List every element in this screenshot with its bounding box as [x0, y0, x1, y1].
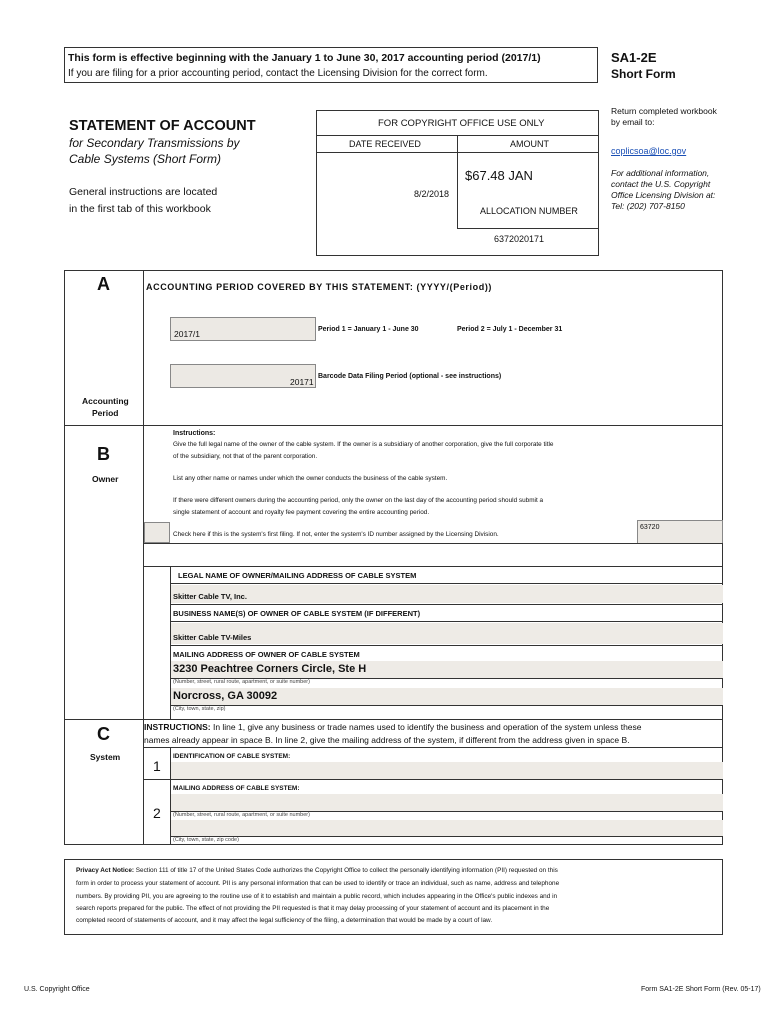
section-c-instructions-text: In line 1, give any business or trade names used to identify the business and operation of the system unless these	[210, 722, 642, 732]
owner-city-caption: (City, town, state, zip)	[173, 706, 226, 712]
privacy-line-1-text: Section 111 of title 17 of the United States Code authorizes the Copyright Office to collect the personally identifying information (PII) requested on this	[134, 867, 558, 874]
line-1-number: 1	[153, 758, 161, 774]
effective-line: This form is effective beginning with the January 1 to June 30, 2017 accounting period (2017/1)	[68, 52, 541, 64]
section-a-side-label-1: Accounting	[82, 396, 129, 406]
accounting-period-value: 2017/1	[174, 329, 200, 339]
form-type: Short Form	[611, 67, 676, 81]
general-instructions-2: in the first tab of this workbook	[69, 203, 211, 215]
section-c-letter: C	[97, 724, 110, 744]
barcode-period-value: 20171	[290, 377, 314, 387]
privacy-line-1	[76, 867, 558, 874]
section-b-instruction-1: Give the full legal name of the owner of the cable system. If the owner is a subsidiary of another corporation, give the full corporate title	[173, 441, 554, 448]
allocation-label: ALLOCATION NUMBER	[480, 206, 578, 216]
general-instructions-1: General instructions are located	[69, 186, 218, 198]
legal-name-label: LEGAL NAME OF OWNER/MAILING ADDRESS OF CABLE SYSTEM	[178, 571, 417, 580]
legal-name-value: Skitter Cable TV, Inc.	[173, 592, 247, 601]
period-2-note: Period 2 = July 1 - December 31	[457, 326, 563, 333]
section-b-letter: B	[97, 444, 110, 464]
business-names-value: Skitter Cable TV-Miles	[173, 633, 252, 642]
section-a-letter: A	[97, 274, 110, 294]
system-street-caption: (Number, street, rural route, apartment, or suite number)	[173, 812, 310, 818]
period-1-note: Period 1 = January 1 - June 30	[318, 326, 419, 333]
system-identification-field[interactable]	[171, 762, 723, 779]
legal-name-field[interactable]	[171, 585, 723, 603]
section-b-side-label: Owner	[92, 474, 119, 484]
system-mailing-label: MAILING ADDRESS OF CABLE SYSTEM:	[173, 785, 300, 792]
section-a-heading: ACCOUNTING PERIOD COVERED BY THIS STATEMENT: (YYYY/(Period))	[146, 282, 493, 292]
section-b-instruction-5: single statement of account and royalty fee payment covering the entire accounting period.	[173, 509, 430, 516]
page-subtitle-1: for Secondary Transmissions by	[69, 136, 240, 150]
system-id-value: 63720	[640, 524, 660, 531]
section-c-instructions-1	[144, 722, 642, 732]
owner-street-value: 3230 Peachtree Corners Circle, Ste H	[173, 663, 367, 675]
section-b-instruction-4: If there were different owners during the accounting period, only the owner on the last day of the accounting period should submit a	[173, 497, 544, 504]
footer-left: U.S. Copyright Office	[24, 986, 90, 993]
contact-info-4: Tel: (202) 707-8150	[611, 201, 685, 211]
system-street-field[interactable]	[171, 794, 723, 811]
owner-city-value: Norcross, GA 30092	[173, 690, 278, 702]
business-names-label: BUSINESS NAME(S) OF OWNER OF CABLE SYSTEM (IF DIFFERENT)	[173, 609, 421, 618]
privacy-line-2: form in order to process your statement of account. PII is any personal information that can be used to identify or trace an individual, such as name, address and telephone	[76, 880, 560, 887]
contact-info-3: Office Licensing Division at:	[611, 190, 716, 200]
form-code: SA1-2E	[611, 50, 657, 65]
barcode-period-label: Barcode Data Filing Period (optional - see instructions)	[318, 373, 502, 380]
first-filing-checkbox[interactable]	[144, 522, 170, 543]
owner-mailing-label: MAILING ADDRESS OF OWNER OF CABLE SYSTEM	[173, 650, 360, 659]
section-a-side-label-2: Period	[92, 408, 119, 418]
section-b-instructions-heading: Instructions:	[173, 430, 216, 437]
system-identification-label: IDENTIFICATION OF CABLE SYSTEM:	[173, 753, 291, 760]
prior-period-line: If you are filing for a prior accounting period, contact the Licensing Division for the correct form.	[68, 68, 488, 79]
section-b-instruction-2: of the subsidiary, not that of the parent corporation.	[173, 453, 318, 460]
contact-info-1: For additional information,	[611, 168, 710, 178]
privacy-line-5: completed record of statements of account, and it may affect the legal sufficiency of the filing, a determination that would be made by a court of law.	[76, 917, 493, 924]
section-c-instructions-bold: INSTRUCTIONS:	[144, 722, 211, 732]
contact-info-2: contact the U.S. Copyright	[611, 179, 711, 189]
privacy-line-4: search reports prepared for the public. The effect of not providing the PII requested is that it may delay processing of your statement of account and its placement in the	[76, 905, 550, 912]
allocation-value: 6372020171	[494, 234, 545, 244]
owner-street-caption: (Number, street, rural route, apartment, or suite number)	[173, 679, 310, 685]
form-main-box	[64, 270, 723, 845]
footer-right: Form SA1-2E Short Form (Rev. 05-17)	[641, 986, 761, 993]
return-info-1: Return completed workbook	[611, 106, 717, 116]
amount-value: $67.48 JAN	[465, 168, 533, 183]
system-city-field[interactable]	[171, 820, 723, 836]
return-info-2: by email to:	[611, 117, 655, 127]
office-use-heading: FOR COPYRIGHT OFFICE USE ONLY	[378, 118, 545, 129]
line-2-number: 2	[153, 805, 161, 821]
page-subtitle-2: Cable Systems (Short Form)	[69, 152, 222, 166]
first-filing-label: Check here if this is the system's first filing. If not, enter the system's ID number assigned by the Licensing Division.	[173, 531, 499, 538]
amount-label: AMOUNT	[510, 139, 549, 149]
privacy-line-3: numbers. By providing PII, you are agreeing to the routine use of it to establish and maintain a public record, which includes appearing in the Office's public indexes and in	[76, 893, 558, 900]
privacy-heading: Privacy Act Notice:	[76, 867, 135, 874]
date-received-value: 8/2/2018	[414, 189, 450, 199]
section-b-instruction-3: List any other name or names under which the owner conducts the business of the cable system.	[173, 475, 448, 482]
section-c-side-label: System	[90, 752, 121, 762]
date-received-label: DATE RECEIVED	[349, 139, 421, 149]
contact-email-link[interactable]: coplicsoa@loc.gov	[611, 146, 687, 156]
section-c-instructions-2: names already appear in space B. In line 2, give the mailing address of the system, if different from the address given in space B.	[144, 735, 630, 745]
page-title: STATEMENT OF ACCOUNT	[69, 118, 256, 134]
system-city-caption: (City, town, state, zip code)	[173, 837, 239, 843]
business-names-field[interactable]	[171, 623, 723, 644]
